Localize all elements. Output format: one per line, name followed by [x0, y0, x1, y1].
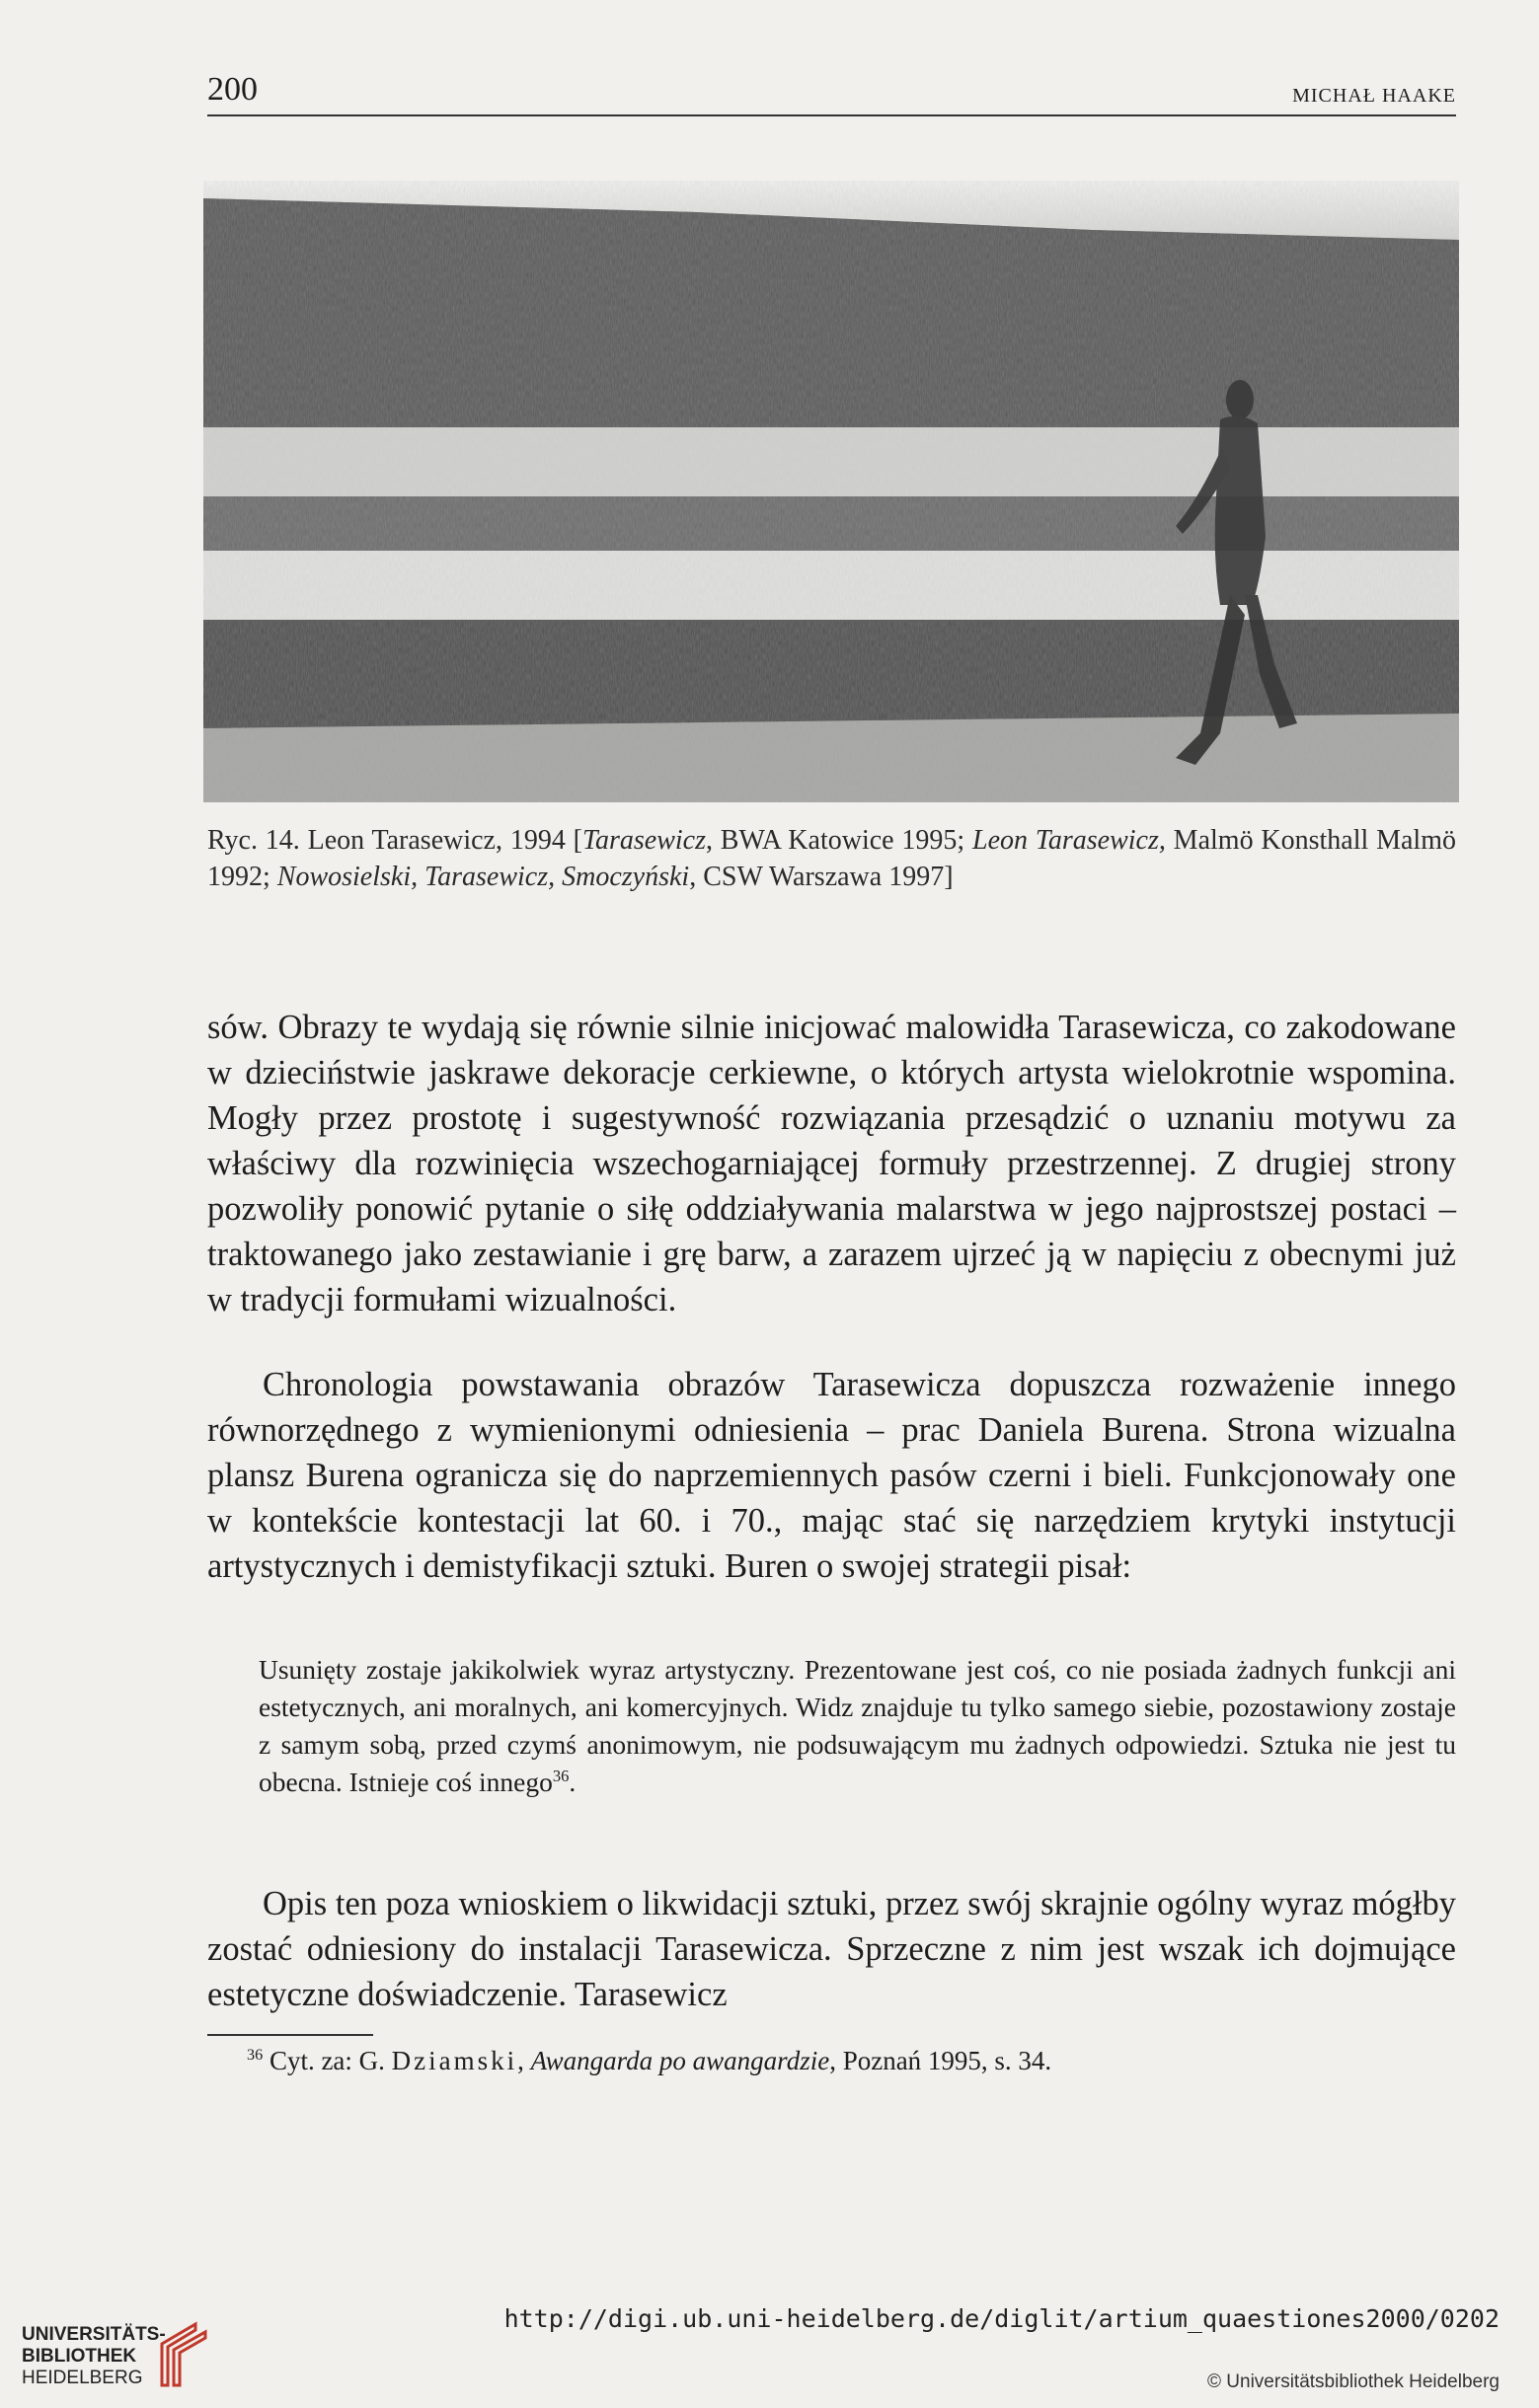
- paragraph-2: Chronologia powstawania obrazów Tarasewicza dopuszcza rozważenie innego równorzędnego z wymienionymi odniesienia – prac Daniela Burena. Strona wizualna plansz Burena ogranicza się do naprzemiennych pasów czerni i bieli. Funkcjonowały one w kontekście kontestacji lat 60. i 70., mając stać się narzędziem krytyki instytucji artystycznych i demistyfikacji sztuki. Buren o swojej strategii pisał:: [207, 1366, 1456, 1585]
- library-footer: [0, 2295, 1539, 2408]
- photo-illustration: [203, 181, 1459, 802]
- footnote-rule: [207, 2034, 373, 2036]
- paragraph-1: sów. Obrazy te wydają się równie silnie inicjować malowidła Tarasewicza, co zakodowane w dzieciństwie jaskrawe dekoracje cerkiewne, o których artysta wielokrotnie wspomina. Mogły przez prostotę i sugestywność rozwiązania przesądzić o uznaniu motywu za właściwy dla rozwinięcia wszechogarniającej formuły przestrzennej. Z drugiej strony pozwoliły ponowić pytanie o siłę oddziaływania malarstwa w jego najprostszej postaci – traktowanego jako zestawianie i grę barw, a zarazem ujrzeć ją w napięciu z obecnymi już w tradycji formułami wizualności.: [207, 1009, 1456, 1318]
- library-emblem-icon: [156, 2320, 211, 2389]
- footnote: $^{36}$ Cyt. za: G. Dziamski, Awangarda po awangardzie, Poznań 1995, s. 34.: [247, 2046, 1052, 2075]
- running-author: MICHAŁ HAAKE: [1292, 85, 1456, 107]
- footnote-reference: 36: [552, 1766, 570, 1785]
- page-number: 200: [207, 71, 258, 108]
- footnote-number: 36: [247, 2046, 264, 2064]
- library-logo: UNIVERSITÄTS- BIBLIOTHEK HEIDELBERG: [22, 2324, 166, 2388]
- paragraph-3: Opis ten poza wnioskiem o likwidacji sztuki, przez swój skrajnie ogólny wyraz mógłby zostać odniesiony do instalacji Tarasewicza. Sprzeczne z nim jest wszak ich dojmujące estetyczne doświadczenie. Tarasewicz: [207, 1885, 1456, 2013]
- copyright-notice: © Universitätsbibliothek Heidelberg: [1207, 2371, 1500, 2392]
- permalink-url[interactable]: http://digi.ub.uni-heidelberg.de/diglit/artium_quaestiones2000/0202: [503, 2304, 1500, 2333]
- block-quote: Usunięty zostaje jakikolwiek wyraz artystyczny. Prezentowane jest coś, co nie posiada żadnych funkcji ani estetycznych, ani moralnych, ani komercyjnych. Widz znajduje tu tylko samego siebie, pozostawiony zostaje z samym sobą, przed czymś anonimowym, nie podsuwającym mu żadnych odpowiedzi. Sztuka nie jest tu obecna. Istnieje coś innego$^{36}$.: [259, 1654, 1456, 1797]
- artwork-photo: [203, 181, 1459, 802]
- running-head: [207, 71, 1456, 116]
- figure-caption: Ryc. 14. Leon Tarasewicz, 1994 [Tarasewicz, BWA Katowice 1995; Leon Tarasewicz, Malmö Konsthall Malmö 1992; Nowosielski, Tarasewicz, Smoczyński, CSW Warszawa 1997]: [207, 825, 1456, 892]
